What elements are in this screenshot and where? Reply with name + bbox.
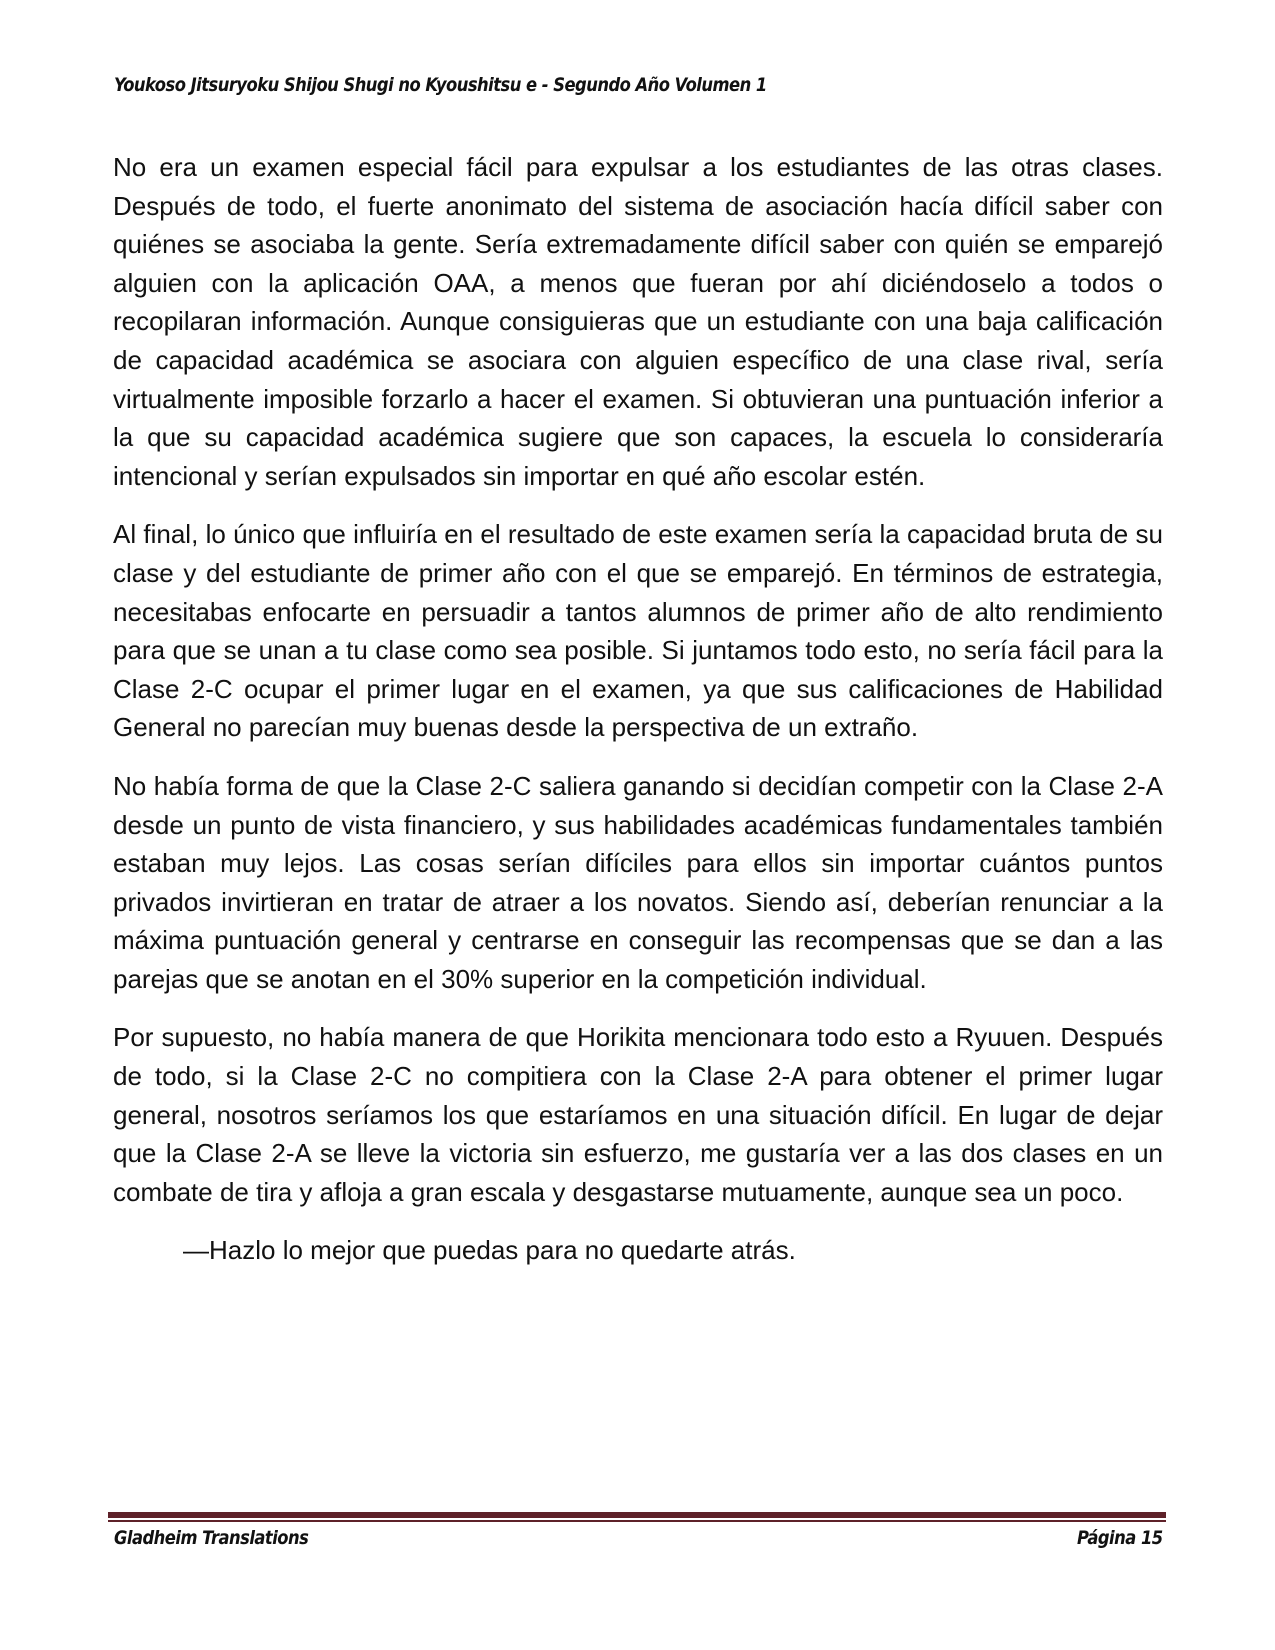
footer-publisher: Gladheim Translations (114, 1527, 309, 1549)
dialogue-line: —Hazlo lo mejor que puedas para no quedarte atrás. (183, 1235, 796, 1266)
paragraph: No era un examen especial fácil para expulsar a los estudiantes de las otras clases. Después de todo, el fuerte anonimato del sistema de asociación hacía difícil saber con quiénes se asociaba la gente. Sería extremadamente difícil saber con quién se emparejó alguien con la aplicación OAA, a menos que fueran por ahí diciéndoselo a todos o recopilaran información. Aunque consiguieras que un estudiante con una baja calificación de capacidad académica se asociara con alguien específico de una clase rival, sería virtualmente imposible forzarlo a hacer el examen. Si obtuvieran una puntuación inferior a la que su capacidad académica sugiere que son capaces, la escuela lo consideraría intencional y serían expulsados sin importar en qué año escolar estén. (113, 152, 1163, 491)
paragraph: No había forma de que la Clase 2-C saliera ganando si decidían competir con la Clase 2-A desde un punto de vista financiero, y sus habilidades académicas fundamentales también estaban muy lejos. Las cosas serían difíciles para ellos sin importar cuántos puntos privados invirtieran en tratar de atraer a los novatos. Siendo así, deberían renunciar a la máxima puntuación general y centrarse en conseguir las recompensas que se dan a las parejas que se anotan en el 30% superior en la competición individual. (113, 770, 1163, 994)
paragraph: Al final, lo único que influiría en el resultado de este examen sería la capacidad bruta de su clase y del estudiante de primer año con el que se emparejó. En términos de estrategia, necesitabas enfocarte en persuadir a tantos alumnos de primer año de alto rendimiento para que se unan a tu clase como sea posible. Si juntamos todo esto, no sería fácil para la Clase 2-C ocupar el primer lugar en el examen, ya que sus calificaciones de Habilidad General no parecían muy buenas desde la perspectiva de un extraño. (113, 519, 1163, 743)
page-number: Página 15 (1077, 1527, 1163, 1549)
footer-rule-thin (108, 1520, 1166, 1522)
footer-rule-thick (108, 1512, 1166, 1518)
running-header: Youkoso Jitsuryoku Shijou Shugi no Kyoushitsu e - Segundo Año Volumen 1 (114, 74, 767, 96)
paragraph: Por supuesto, no había manera de que Horikita mencionara todo esto a Ryuuen. Después de todo, si la Clase 2-C no compitiera con la Clase 2-A para obtener el primer lugar general, nosotros seríamos los que estaríamos en una situación difícil. En lugar de dejar que la Clase 2-A se lleve la victoria sin esfuerzo, me gustaría ver a las dos clases en un combate de tira y afloja a gran escala y desgastarse mutuamente, aunque sea un poco. (113, 1022, 1163, 1207)
page-body (113, 148, 1163, 1290)
